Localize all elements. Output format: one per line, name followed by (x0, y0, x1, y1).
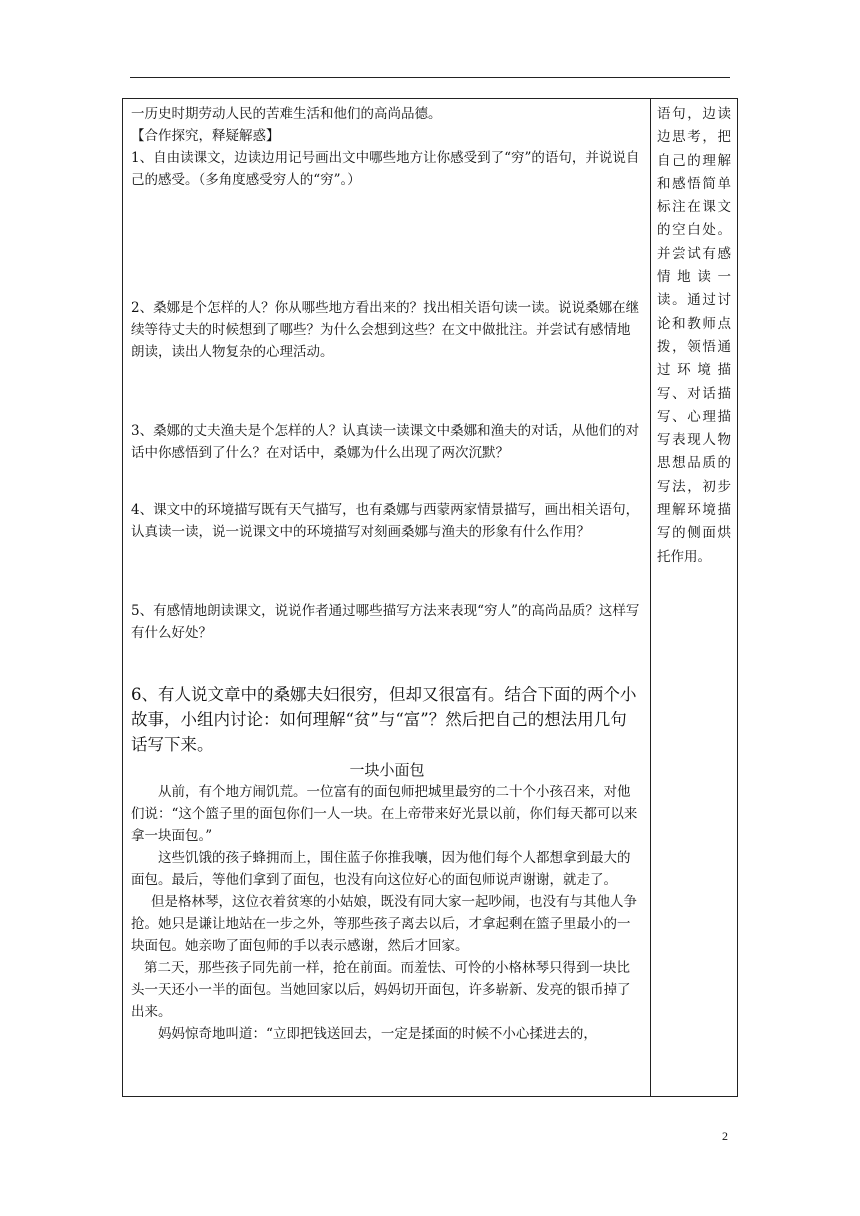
question-5: 5、有感情地朗读课文，说说作者通过哪些描写方法来表现“穷人”的高尚品质？这样写有什么好处？ (131, 603, 640, 641)
story-title: 一块小面包 (349, 761, 425, 779)
page-number: 2 (722, 1129, 728, 1143)
question-4: 4、课文中的环境描写既有天气描写，也有桑娜与西蒙两家情景描写，画出相关语句，认真读一读，说一说课文中的环境描写对刻画桑娜与渔夫的形象有什么作用？ (131, 502, 640, 540)
question-3: 3、桑娜的丈夫渔夫是个怎样的人？认真读一读课文中桑娜和渔夫的对话，从他们的对话中你感悟到了什么？在对话中，桑娜为什么出现了两次沉默？ (131, 423, 640, 461)
intro-line: 一历史时期劳动人民的苦难生活和他们的高尚品德。 (131, 106, 442, 122)
story-paragraph: 但是格林琴，这位衣着贫寒的小姑娘，既没有同大家一起吵闹，也没有与其他人争抢。她只是谦让地站在一步之外，等那些孩子离去以后，才拿起剩在篮子里最小的一块面包。她亲吻了面包师的手以表示感谢，然后才回家。 (131, 894, 637, 954)
header-rule (130, 77, 730, 78)
section-heading: 【合作探究，释疑解惑】 (131, 128, 280, 144)
side-note: 语句，边读边思考，把自己的理解和感悟简单标注在课文的空白处。并尝试有感情地读一读。通过讨论和教师点拨，领悟通过环境描写、对话描写、心理描写表现人物思想品质的写法，初步理解环境描写的侧面烘托作用。 (657, 106, 731, 565)
question-6: 6、有人说文章中的桑娜夫妇很穷，但却又很富有。结合下面的两个小故事，小组内讨论：如何理解“贫”与“富”？然后把自己的想法用几句话写下来。 (131, 685, 637, 754)
column-divider (650, 99, 651, 1096)
story-paragraph: 从前，有个地方闹饥荒。一位富有的面包师把城里最穷的二十个小孩召来，对他们说：“这个篮子里的面包你们一人一块。在上帝带来好光景以前，你们每天都可以来拿一块面包。” (131, 784, 638, 844)
story-paragraph: 第二天，那些孩子同先前一样，抢在前面。而羞怯、可怜的小格林琴只得到一块比头一天还小一半的面包。当她回家以后，妈妈切开面包，许多崭新、发亮的银币掉了出来。 (131, 960, 631, 1020)
story-paragraph: 妈妈惊奇地叫道：“立即把钱送回去，一定是揉面的时候不小心揉进去的， (158, 1026, 597, 1042)
lesson-table (122, 98, 738, 1097)
question-2: 2、桑娜是个怎样的人？你从哪些地方看出来的？找出相关语句读一读。说说桑娜在继续等待丈夫的时候想到了哪些？为什么会想到这些？在文中做批注。并尝试有感情地朗读，读出人物复杂的心理活动。 (131, 300, 640, 360)
main-column (131, 103, 643, 1045)
story-paragraph: 这些饥饿的孩子蜂拥而上，围住蓝子你推我嚷，因为他们每个人都想拿到最大的面包。最后，等他们拿到了面包，也没有向这位好心的面包师说声谢谢，就走了。 (131, 850, 631, 888)
question-1: 1、自由读课文，边读边用记号画出文中哪些地方让你感受到了“穷”的语句，并说说自己的感受。（多角度感受穷人的“穷”。） (131, 150, 640, 188)
